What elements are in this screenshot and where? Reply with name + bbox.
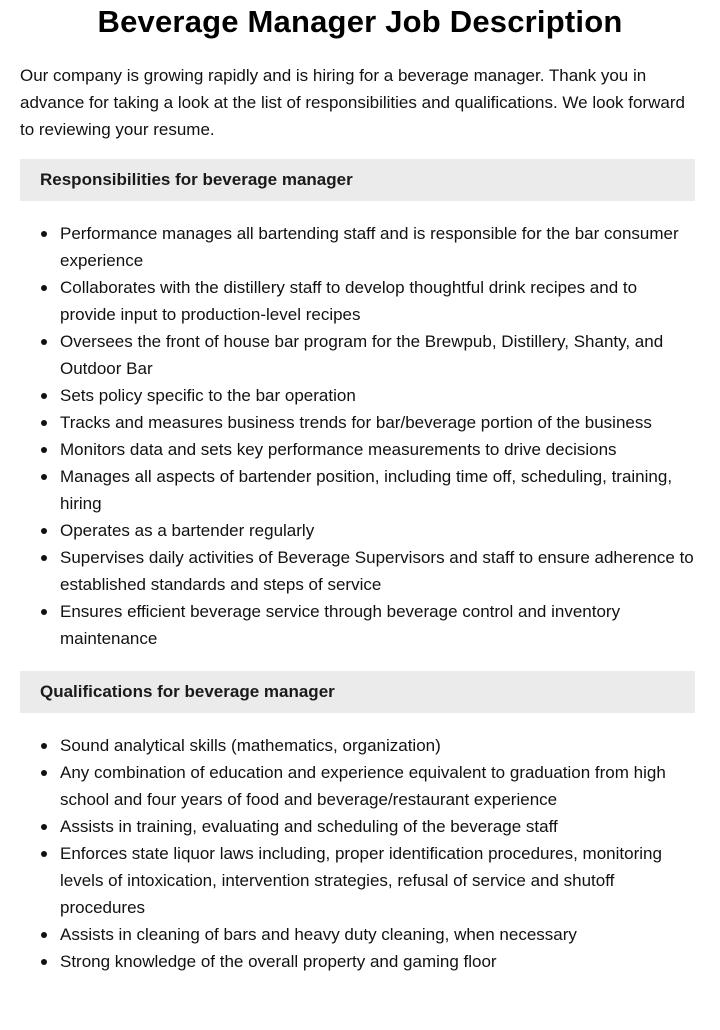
list-item <box>60 517 695 544</box>
list-item <box>60 948 695 975</box>
bullet-icon <box>41 339 47 345</box>
list-item-text: Any combination of education and experience equivalent to graduation from high school and four years of food and beverage/restaurant experience <box>60 763 666 809</box>
bullet-icon <box>41 824 47 830</box>
list-item-text: Strong knowledge of the overall property and gaming floor <box>60 952 497 971</box>
list-item-text: Supervises daily activities of Beverage Supervisors and staff to ensure adherence to established standards and steps of service <box>60 548 694 594</box>
list-item <box>60 813 695 840</box>
responsibilities-list <box>20 220 695 652</box>
bullet-icon <box>41 609 47 615</box>
list-item-text: Enforces state liquor laws including, proper identification procedures, monitoring levels of intoxication, intervention strategies, refusal of service and shutoff procedures <box>60 844 662 917</box>
list-item <box>60 921 695 948</box>
bullet-icon <box>41 932 47 938</box>
bullet-icon <box>41 447 47 453</box>
list-item-text: Ensures efficient beverage service through beverage control and inventory maintenance <box>60 602 621 648</box>
intro-paragraph: Our company is growing rapidly and is hiring for a beverage manager. Thank you in advance for taking a look at the list of responsibilities and qualifications. We look forward to reviewing your resume. <box>20 66 685 139</box>
bullet-icon <box>41 420 47 426</box>
list-item <box>60 436 695 463</box>
list-item <box>60 840 695 921</box>
list-item <box>60 598 695 652</box>
list-item <box>60 274 695 328</box>
list-item <box>60 220 695 274</box>
list-item-text: Collaborates with the distillery staff to develop thoughtful drink recipes and to provide input to production-level recipes <box>60 278 638 324</box>
bullet-icon <box>41 851 47 857</box>
page-title: Beverage Manager Job Description <box>97 4 623 39</box>
responsibilities-heading: Responsibilities for beverage manager <box>20 159 695 201</box>
qualifications-heading: Qualifications for beverage manager <box>20 671 695 713</box>
bullet-icon <box>41 743 47 749</box>
list-item <box>60 382 695 409</box>
bullet-icon <box>41 555 47 561</box>
list-item <box>60 463 695 517</box>
list-item-text: Sets policy specific to the bar operation <box>60 386 356 405</box>
bullet-icon <box>41 528 47 534</box>
list-item-text: Tracks and measures business trends for bar/beverage portion of the business <box>60 413 652 432</box>
list-item-text: Sound analytical skills (mathematics, organization) <box>60 736 441 755</box>
list-item-text: Manages all aspects of bartender position, including time off, scheduling, training, hiring <box>60 467 673 513</box>
list-item-text: Operates as a bartender regularly <box>60 521 315 540</box>
list-item-text: Performance manages all bartending staff and is responsible for the bar consumer experience <box>60 224 679 270</box>
list-item-text: Monitors data and sets key performance measurements to drive decisions <box>60 440 617 459</box>
list-item <box>60 544 695 598</box>
list-item <box>60 409 695 436</box>
list-item-text: Assists in cleaning of bars and heavy duty cleaning, when necessary <box>60 925 577 944</box>
bullet-icon <box>41 474 47 480</box>
list-item <box>60 328 695 382</box>
bullet-icon <box>41 770 47 776</box>
list-item-text: Oversees the front of house bar program for the Brewpub, Distillery, Shanty, and Outdoor Bar <box>60 332 664 378</box>
bullet-icon <box>41 959 47 965</box>
bullet-icon <box>41 231 47 237</box>
bullet-icon <box>41 285 47 291</box>
list-item <box>60 759 695 813</box>
qualifications-list <box>20 732 695 975</box>
bullet-icon <box>41 393 47 399</box>
list-item-text: Assists in training, evaluating and scheduling of the beverage staff <box>60 817 558 836</box>
list-item <box>60 732 695 759</box>
